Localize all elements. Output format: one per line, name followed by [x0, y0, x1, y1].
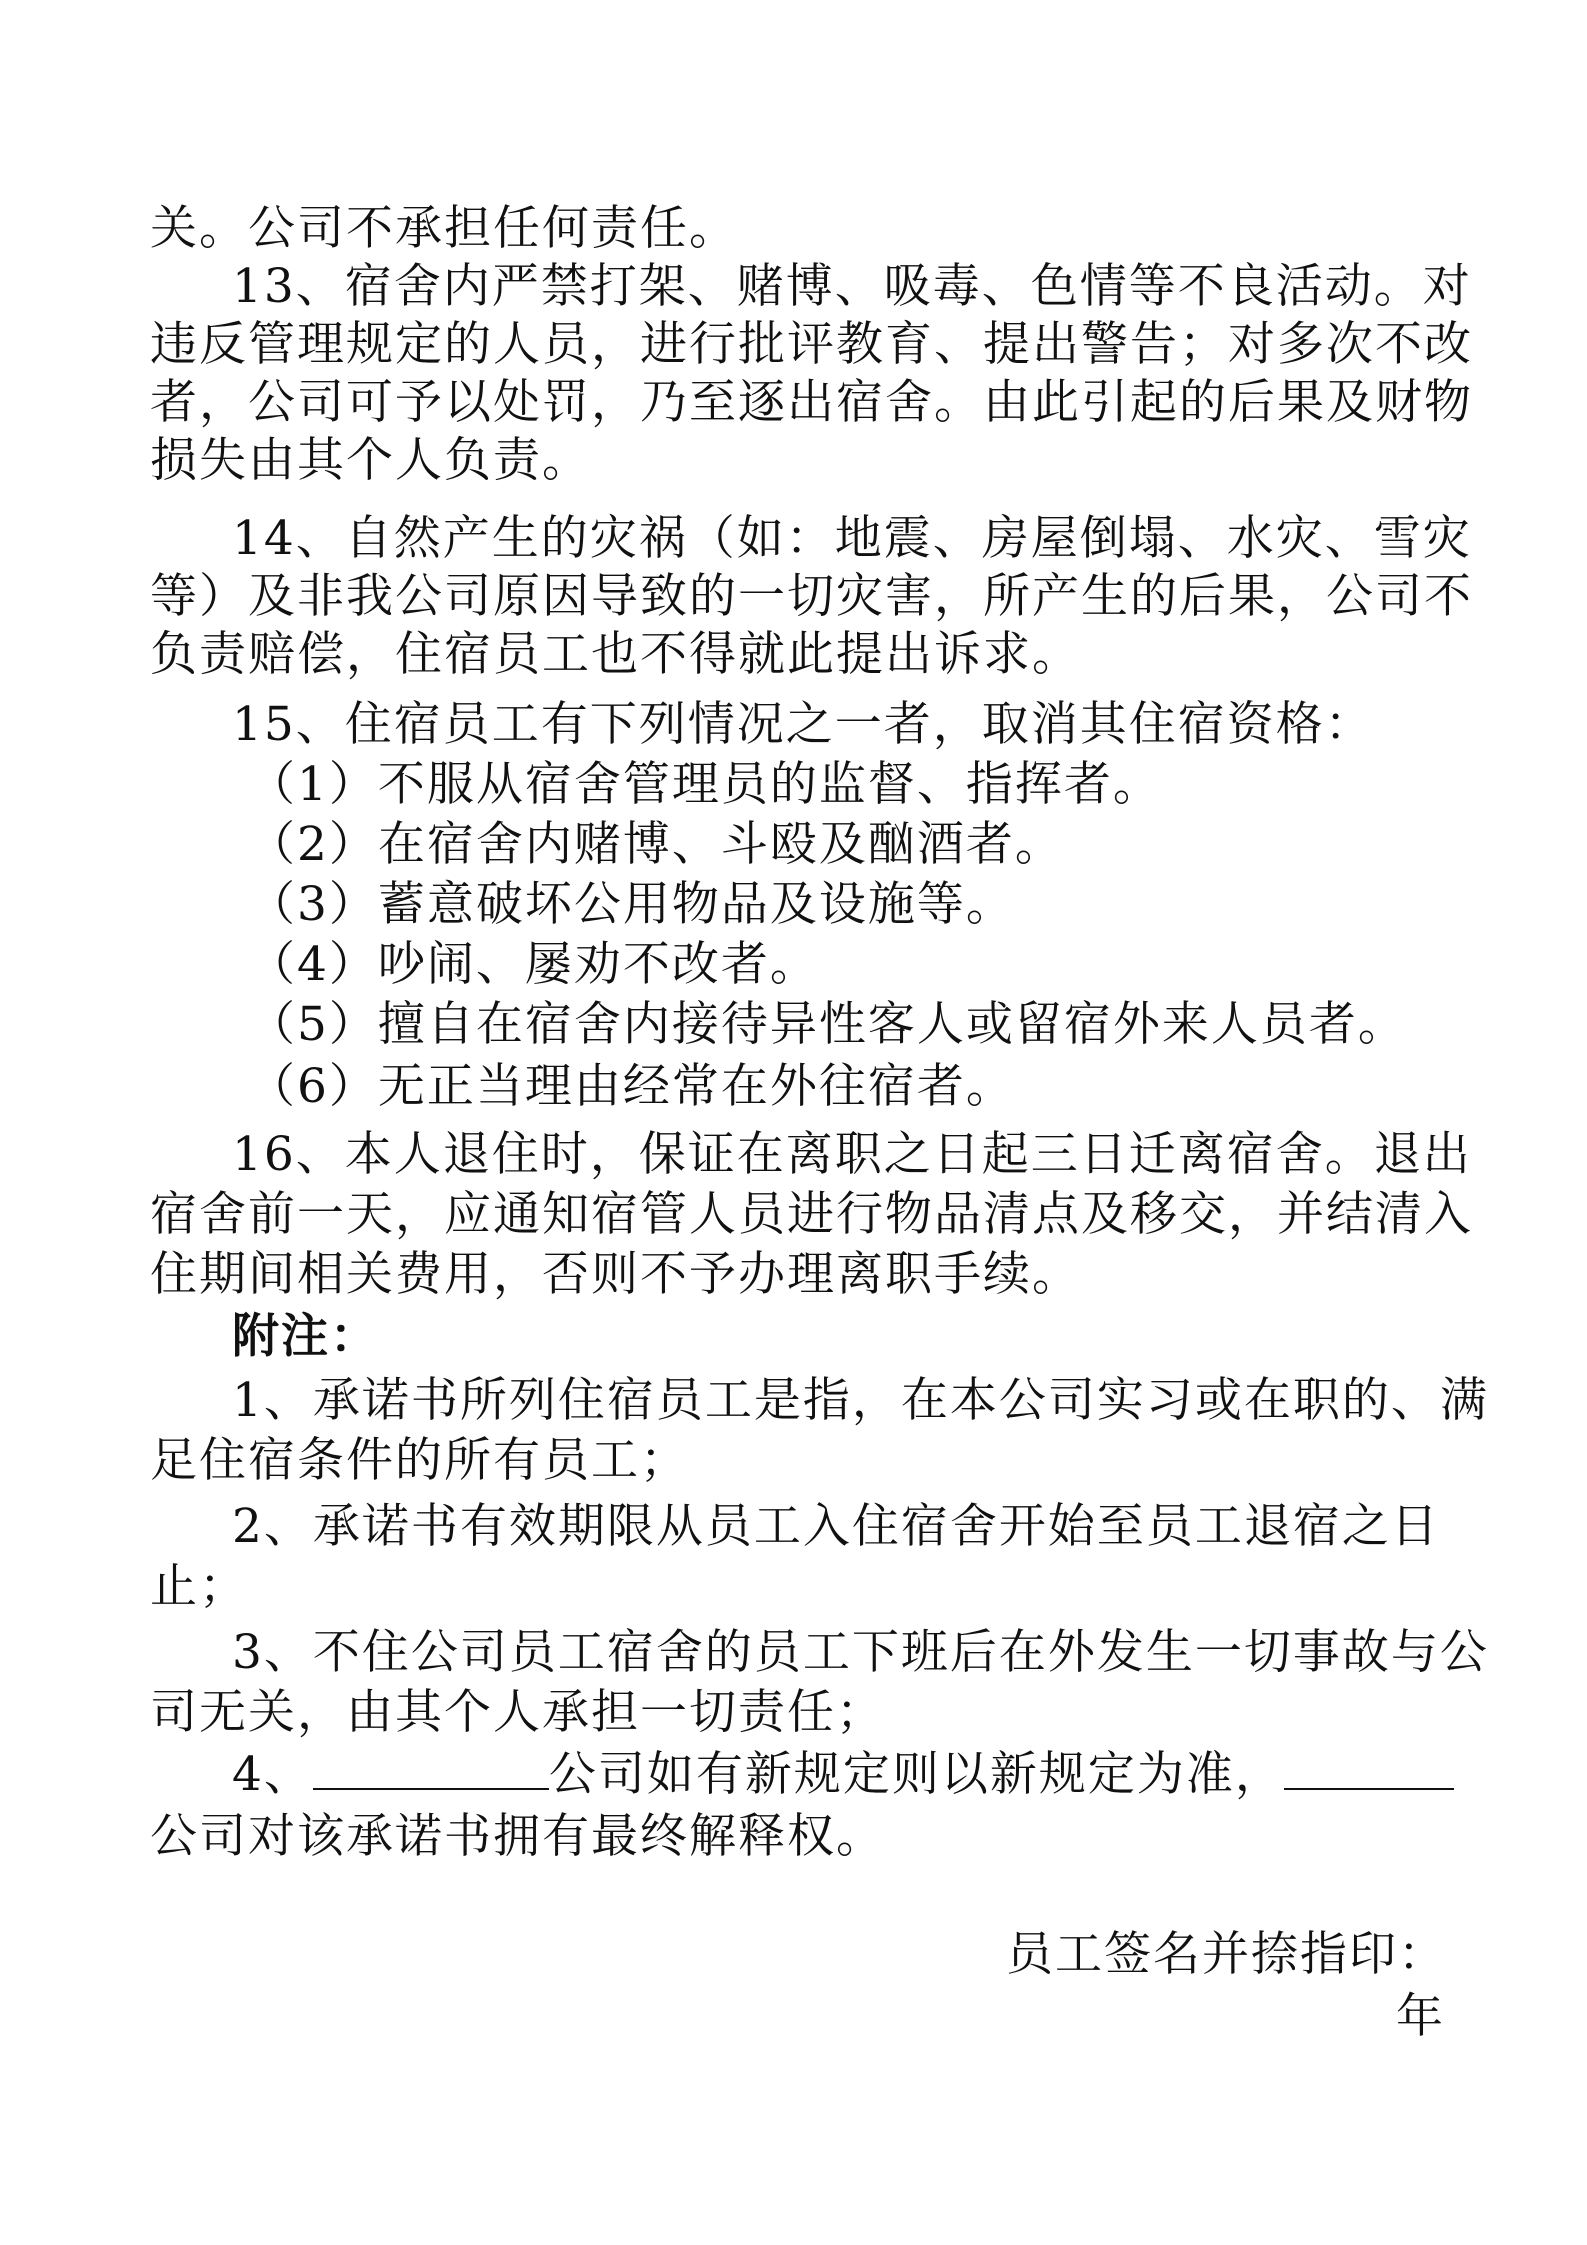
clause-15-item-6: （6）无正当理由经常在外往宿者。 [248, 1059, 1015, 1114]
company-name-blank-1 [313, 1748, 549, 1790]
note-3-line-1: 3、不住公司员工宿舍的员工下班后在外发生一切事故与公 [232, 1625, 1489, 1680]
employee-signature-label: 员工签名并捺指印： [1006, 1927, 1447, 1982]
clause-15-item-3: （3）蓄意破坏公用物品及设施等。 [248, 877, 1015, 932]
text-line-1: 关。公司不承担任何责任。 [150, 201, 738, 256]
note-4-line-2: 公司对该承诺书拥有最终解释权。 [150, 1809, 885, 1864]
clause-15-item-4: （4）吵闹、屡劝不改者。 [248, 937, 819, 992]
note-1-line-2: 足住宿条件的所有员工； [150, 1433, 689, 1488]
company-name-blank-2 [1284, 1748, 1454, 1790]
note-4-number: 4、 [232, 1747, 313, 1802]
note-1-line-1: 1、承诺书所列住宿员工是指，在本公司实习或在职的、满 [232, 1373, 1489, 1428]
clause-15-item-5: （5）擅自在宿舍内接待异性客人或留宿外来人员者。 [248, 997, 1407, 1052]
clause-14-line-2: 等）及非我公司原因导致的一切灾害，所产生的后果，公司不 [150, 569, 1473, 624]
note-4-line-1 [232, 1744, 1450, 1806]
note-3-line-2: 司无关，由其个人承担一切责任； [150, 1685, 885, 1740]
note-4-text: 公司如有新规定则以新规定为准， [548, 1747, 1284, 1802]
clause-15-item-2: （2）在宿舍内赌博、斗殴及酗酒者。 [248, 817, 1064, 872]
clause-13-line-3: 者，公司可予以处罚，乃至逐出宿舍。由此引起的后果及财物 [150, 375, 1473, 430]
note-2-line-1: 2、承诺书有效期限从员工入住宿舍开始至员工退宿之日 [232, 1499, 1440, 1554]
clause-15-line-1: 15、住宿员工有下列情况之一者，取消其住宿资格： [232, 697, 1374, 752]
signature-date-year: 年 [1396, 1989, 1445, 2044]
clause-15-item-1: （1）不服从宿舍管理员的监督、指挥者。 [248, 757, 1162, 812]
clause-16-line-1: 16、本人退住时，保证在离职之日起三日迁离宿舍。退出 [232, 1127, 1472, 1182]
clause-13-line-1: 13、宿舍内严禁打架、赌博、吸毒、色情等不良活动。对 [232, 259, 1472, 314]
clause-16-line-2: 宿舍前一天，应通知宿管人员进行物品清点及移交，并结清入 [150, 1187, 1473, 1242]
note-2-line-2: 止； [150, 1559, 248, 1614]
clause-14-line-1: 14、自然产生的灾祸（如：地震、房屋倒塌、水灾、雪灾 [232, 511, 1472, 566]
notes-heading: 附注： [232, 1309, 379, 1364]
clause-13-line-4: 损失由其个人负责。 [150, 433, 591, 488]
clause-16-line-3: 住期间相关费用，否则不予办理离职手续。 [150, 1247, 1081, 1302]
clause-13-line-2: 违反管理规定的人员，进行批评教育、提出警告；对多次不改 [150, 317, 1473, 372]
clause-14-line-3: 负责赔偿，住宿员工也不得就此提出诉求。 [150, 627, 1081, 682]
